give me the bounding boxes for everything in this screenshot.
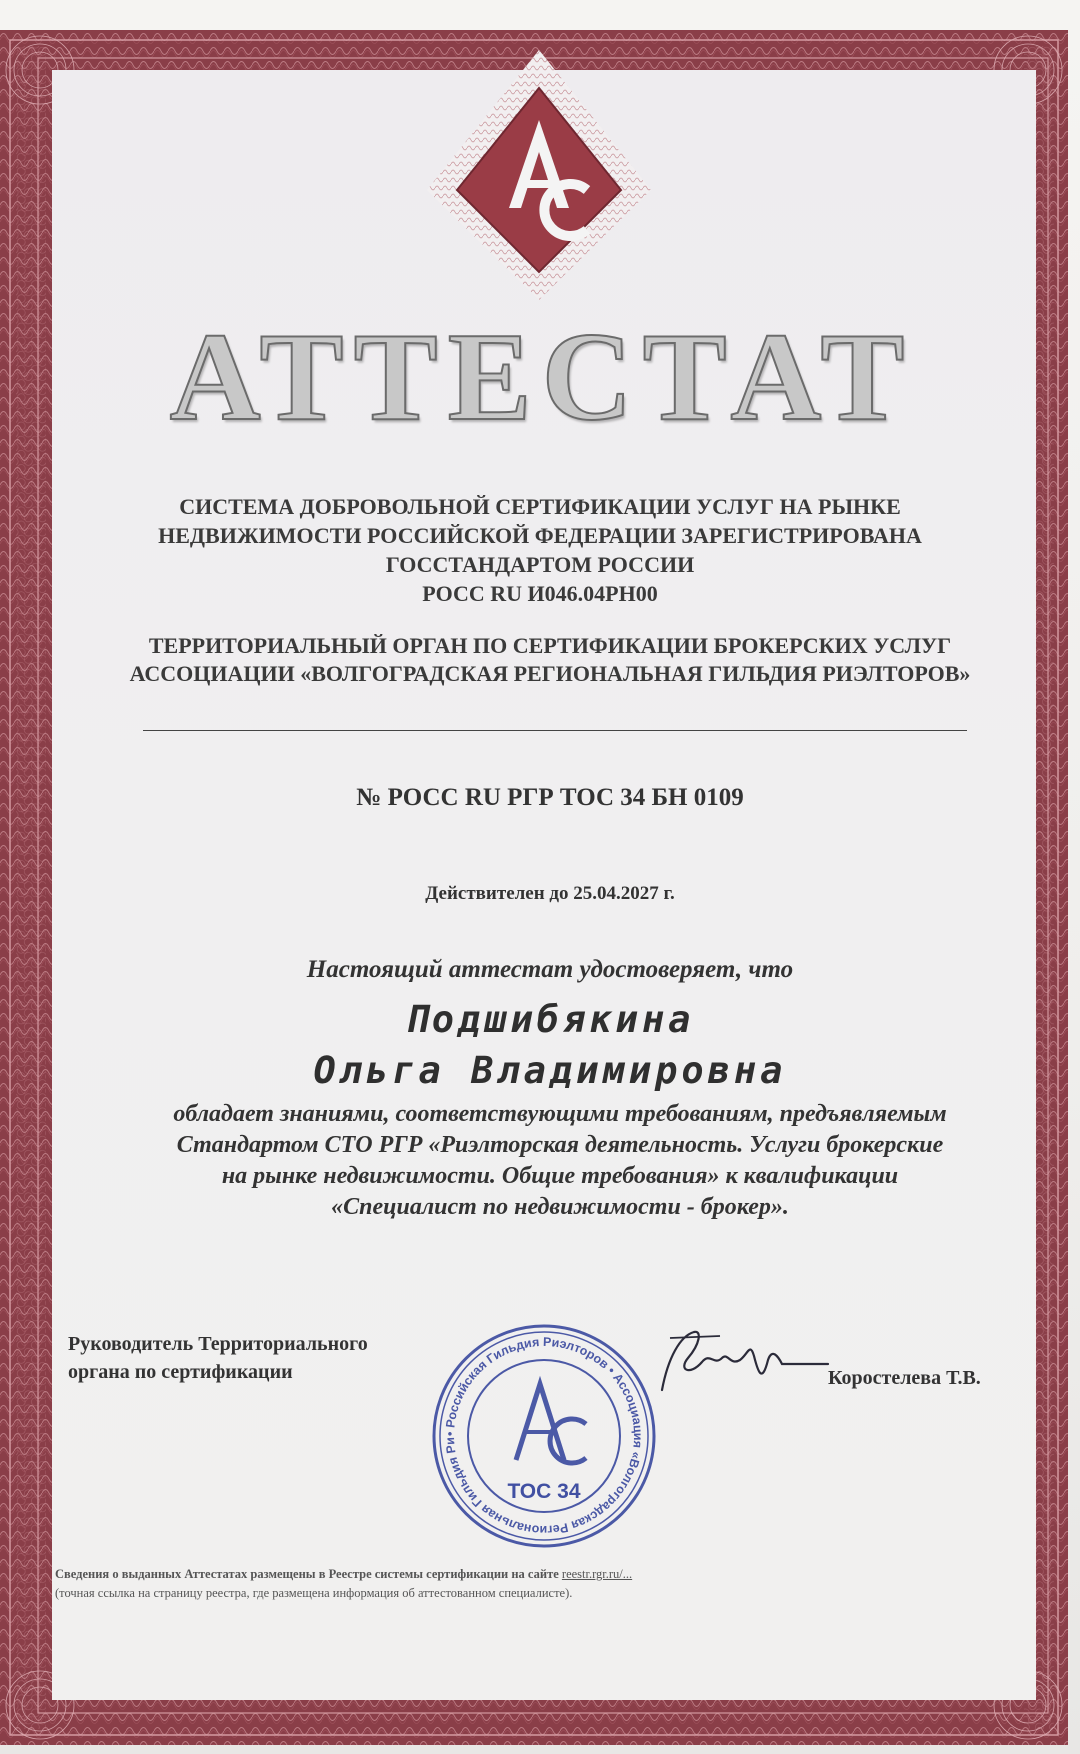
asc-triangle-logo-icon [419, 40, 659, 320]
stamp-ring-text: • Российская Гильдия Риэлторов • Ассоциация «Волгоградская Региональная Гильдия Ри [442, 1334, 646, 1538]
certification-system-block [100, 492, 980, 608]
territorial-body-block [60, 632, 1040, 688]
signer-name: Коростелева Т.В. [828, 1367, 981, 1389]
registry-link[interactable]: reestr.rgr.ru/... [561, 1567, 633, 1581]
description-line: на рынке недвижимости. Общие требования» к квалификации [221, 1163, 899, 1189]
system-registration-number: РОСС RU И046.04РН00 [422, 581, 658, 606]
system-line: СИСТЕМА ДОБРОВОЛЬНОЙ СЕРТИФИКАЦИИ УСЛУГ НА РЫНКЕ [179, 494, 901, 519]
official-stamp [428, 1320, 660, 1552]
qualification-description [80, 1099, 1040, 1223]
system-line: ГОССТАНДАРТОМ РОССИИ [385, 552, 695, 577]
certifies-intro: Настоящий аттестат удостоверяет, что [306, 956, 794, 983]
description-line: обладает знаниями, соответствующими требованиям, предъявляемым [173, 1101, 947, 1127]
head-title [68, 1330, 488, 1386]
stamp-center-text: ТОС 34 [507, 1480, 581, 1503]
org-line: АССОЦИАЦИИ «ВОЛГОГРАДСКАЯ РЕГИОНАЛЬНАЯ ГИЛЬДИЯ РИЭЛТОРОВ» [129, 661, 971, 686]
holder-surname: Подшибякина [405, 998, 695, 1041]
svg-text:• Российская Гильдия Риэлторов [428, 1320, 645, 1537]
description-line: Стандартом СТО РГР «Риэлторская деятельность. Услуги брокерские [176, 1132, 944, 1158]
stamp-logo-icon [516, 1384, 586, 1463]
footnote-text: Сведения о выданных Аттестатах размещены в Реестре системы сертификации на сайте [55, 1567, 562, 1581]
org-line: ТЕРРИТОРИАЛЬНЫЙ ОРГАН ПО СЕРТИФИКАЦИИ БРОКЕРСКИХ УСЛУГ [148, 633, 952, 658]
registry-footnote [55, 1565, 955, 1603]
certificate-number: № РОСС RU РГР ТОС 34 БН 0109 [356, 784, 744, 811]
valid-until: Действителен до 25.04.2027 г. [425, 883, 675, 904]
divider [143, 730, 967, 731]
certificate-title: АТТЕСТАТ [169, 308, 915, 447]
description-line: «Специалист по недвижимости - брокер». [331, 1194, 789, 1220]
footnote-line-1 [55, 1565, 955, 1584]
handwritten-signature [650, 1318, 830, 1408]
system-line: НЕДВИЖИМОСТИ РОССИЙСКОЙ ФЕДЕРАЦИИ ЗАРЕГИСТРИРОВАНА [158, 523, 922, 548]
head-title-line: органа по сертификации [68, 1361, 293, 1383]
footnote-line-2: (точная ссылка на страницу реестра, где размещена информация об аттестованном специалисте). [55, 1586, 573, 1600]
holder-name: Ольга Владимировна [313, 1049, 787, 1092]
head-title-line: Руководитель Территориального [68, 1333, 368, 1355]
